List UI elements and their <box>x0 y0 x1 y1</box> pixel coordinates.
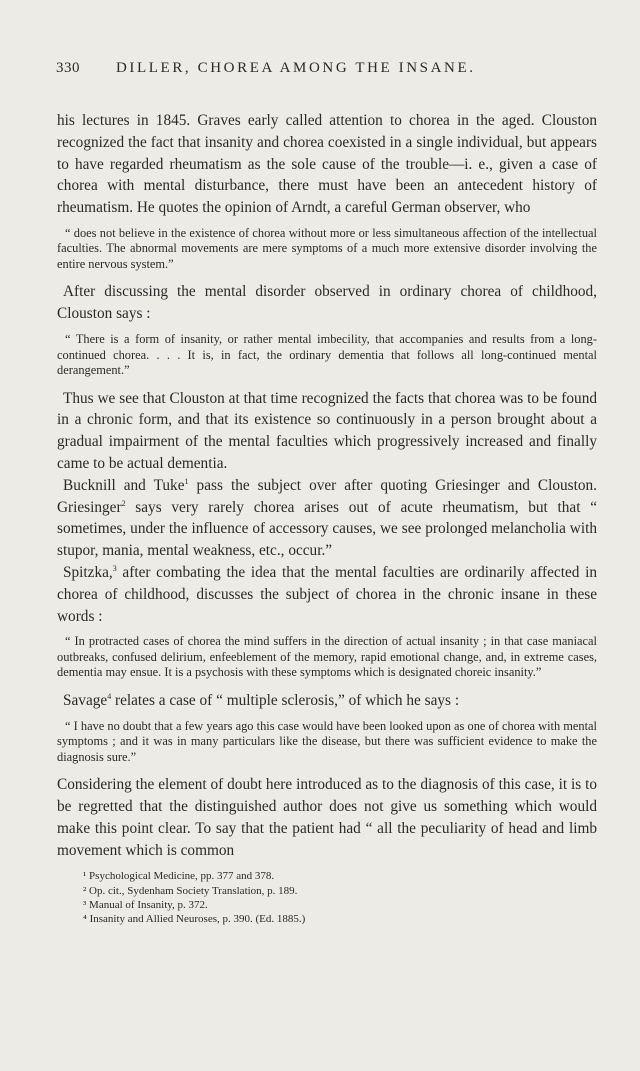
block-quote: “ In protracted cases of chorea the mind suffers in the direction of actual insanity ; in that case maniacal outbreaks, confused delirium, enfeeblement of the memory, rapid emotional change, and, in extreme cases, dementia may ensue. It is a psychosis with these symptoms which is designated choreic insanity.” <box>57 634 597 680</box>
running-title: DILLER, CHOREA AMONG THE INSANE. <box>116 60 476 76</box>
footnote: ⁴ Insanity and Allied Neuroses, p. 390. (Ed. 1885.) <box>83 912 306 925</box>
paragraph-text: says very rarely chorea arises out of acute rheumatism, but that “ sometimes, under the influence of accessory causes, we see prolonged melancholia with stupor, mania, mental weakness, etc., occur.” <box>57 498 597 560</box>
paragraph-text: Savage <box>63 691 108 709</box>
paragraph: his lectures in 1845. Graves early called attention to chorea in the aged. Clouston recognized the fact that insanity and chorea coexisted in a single individual, but appears to have regarded rheumatism as the sole cause of the trouble—i. e., given a case of chorea with mental disturbance, there must have been an antecedent history of rheumatism. He quotes the opinion of Arndt, a careful German observer, who <box>57 112 597 217</box>
paragraph <box>57 562 597 627</box>
paragraph <box>57 690 597 712</box>
block-quote: “ does not believe in the existence of chorea without more or less simultaneous affection of the intellectual faculties. The abnormal movements are mere symptoms of a much more extensive disorder involving the entire nervous system.” <box>57 225 597 271</box>
block-quote: “ I have no doubt that a few years ago this case would have been looked upon as one of chorea with mental symptoms ; and it was in many particulars like the disease, but there was sufficient evidence to make the diagnosis sure.” <box>57 718 597 764</box>
paragraph-text: pass the subject over after quoting Griesinger and Clouston. Griesinger <box>57 476 597 516</box>
footnote: ³ Manual of Insanity, p. 372. <box>83 898 208 911</box>
footnote-ref: 1 <box>184 476 189 486</box>
paragraph <box>57 475 597 562</box>
paragraph: After discussing the mental disorder observed in ordinary chorea of childhood, Clouston says : <box>57 283 597 323</box>
footnotes <box>57 869 597 926</box>
footnote-ref: 2 <box>121 498 126 508</box>
paragraph-text: after combating the idea that the mental faculties are ordinarily affected in chorea of childhood, discusses the subject of chorea in the chronic insane in these words : <box>57 563 597 625</box>
paragraph: Thus we see that Clouston at that time recognized the facts that chorea was to be found in a chronic form, and that its existence so continuously in a person brought about a gradual impairment of the mental faculties which progressively increased and finally came to be actual dementia. <box>57 389 597 472</box>
paragraph: Considering the element of doubt here introduced as to the diagnosis of this case, it is to be regretted that the distinguished author does not give us something which would make this point clear. To say that the patient had “ all the peculiarity of head and limb movement which is common <box>57 776 597 859</box>
footnote: ² Op. cit., Sydenham Society Translation, p. 189. <box>83 884 298 897</box>
page-header <box>56 60 596 77</box>
footnote-ref: 4 <box>107 691 112 701</box>
page-number: 330 <box>56 60 80 76</box>
block-quote: “ There is a form of insanity, or rather mental imbecility, that accompanies and results from a long-continued chorea. . . . It is, in fact, the ordinary dementia that follows all long-continued mental derangement.” <box>57 332 597 378</box>
paragraph-text: relates a case of “ multiple sclerosis,” of which he says : <box>111 691 460 709</box>
footnote: ¹ Psychological Medicine, pp. 377 and 378. <box>83 870 275 883</box>
footnote-ref: 3 <box>112 563 117 573</box>
paragraph-text: Spitzka, <box>63 563 113 581</box>
page-body <box>57 110 597 926</box>
paragraph-text: Bucknill and Tuke <box>63 476 185 494</box>
